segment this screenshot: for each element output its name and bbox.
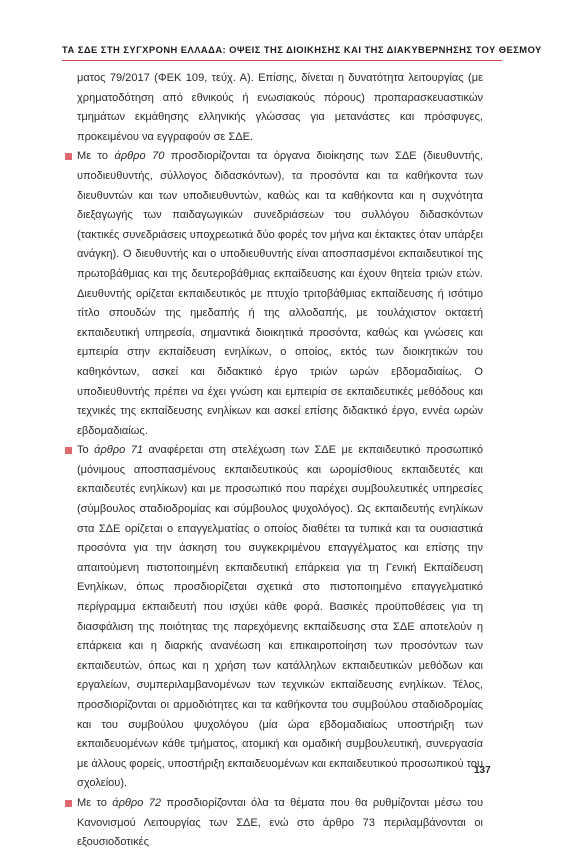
- header-rule: [62, 60, 502, 61]
- bullet-square-icon: [65, 153, 72, 160]
- page-body: [65, 69, 483, 853]
- item-prefix: Με το: [77, 796, 113, 809]
- item-prefix: Με το: [77, 150, 115, 163]
- item-text: προσδιορίζονται τα όργανα διοίκησης των ΣΔΕ (διευθυντής, υποδιευθυντής, σύλλογος διδασκόντων), τα προσόντα και τα καθήκοντα των διευθυντών και των υποδιευθυντών, καθώς και τα καθήκοντα και η συχνότητα διεξαγωγής των παιδαγωγικών συνεδριάσεων του συλλόγου διδασκόντων (τακτικές συνεδριάσεις υποχρεωτικά δύο φορές τον μήνα και έκτακτες όταν υπάρξει ανάγκη). Ο διευθυντής και ο υποδιευθυντής είναι αποσπασμένοι εκπαιδευτικοί της πρωτοβάθμιας και της δευτεροβάθμιας εκπαίδευσης και έχουν θητεία τριών ετών. Διευθυντής ορίζεται εκπαιδευτικός με πτυχίο τριτοβάθμιας εκπαίδευσης ή ισότιμο τίτλο σπουδών της ημεδαπής ή της αλλοδαπής, με τουλάχιστον οκταετή εκπαιδευτική υπηρεσία, σημαντικά διοικητικά προσόντα, καθώς και γνώσεις και εμπειρία στην εκπαίδευση ενηλίκων, ο οποίος, εκτός των διοικητικών του καθηκόντων, ασκεί και διδακτικό έργο τριών ωρών εβδομαδιαίως. Ο υποδιευθυντής πρέπει να έχει γνώση και εμπειρία σε εκπαιδευτικές μεθόδους και τεχνικές της εκπαίδευσης ενηλίκων και ασκεί επίσης διδακτικό έργο, εννέα ωρών εβδομαδιαίως.: [77, 150, 484, 437]
- list-item: [65, 441, 483, 794]
- intro-paragraph: ματος 79/2017 (ΦΕΚ 109, τεύχ. Α). Επίσης, δίνεται η δυνατότητα λειτουργίας (με χρηματοδότηση από εθνικούς ή ενωσιακούς πόρους) προπαρασκευαστικών τμημάτων εκμάθησης ελληνικής γλώσσας για μετανάστες και πρόσφυγες, προκειμένου να εγγραφούν σε ΣΔΕ.: [77, 72, 483, 143]
- article-reference: άρθρο 72: [112, 796, 162, 809]
- article-reference: άρθρο 70: [114, 150, 165, 163]
- bullet-square-icon: [65, 447, 72, 454]
- item-prefix: Το: [77, 444, 95, 457]
- item-text: αναφέρεται στη στελέχωση των ΣΔΕ με εκπαιδευτικό προσωπικό (μόνιμους αποσπασμένους εκπαιδευτικούς και ωρομίσθιους εκπαιδευτές και εκπαιδευτές ενηλίκων) και με προσωπικό που παρέχει συμβουλευτικές υπηρεσίες (σύμβουλος σταδιοδρομίας και σύμβουλος ψυχολόγος). Ως εκπαιδευτής ενηλίκων στα ΣΔΕ ορίζεται ο επαγγελματίας ο οποίος διαθέτει τα τυπικά και τα ουσιαστικά προσόντα για την άσκηση του συγκεκριμένου επαγγέλματος και επίσης την απαιτούμενη πιστοποιημένη εκπαιδευτική επάρκεια για τη Γενική Εκπαίδευση Ενηλίκων, όπως προσδιορίζεται σχετικά στο πιστοποιημένο επαγγελματικό περίγραμμα εκπαιδευτή που ισχύει κάθε φορά. Βασικές προϋποθέσεις για τη διασφάλιση της ποιότητας της παρεχόμενης εκπαίδευσης στα ΣΔΕ αποτελούν η επάρκεια και η διαρκής ανανέωση και επικαιροποίηση των προσόντων των εκπαιδευτών, όπως και η χρήση των κατάλληλων εκπαιδευτικών μεθόδων και εργαλείων, συμπεριλαμβανομένων των τεχνικών εκπαίδευσης ενηλίκων. Τέλος, προσδιορίζονται οι αρμοδιότητες και τα καθήκοντα του συμβούλου σταδιοδρομίας και του συμβούλου ψυχολόγου (μία ώρα εβδομαδιαίως υποστήριξη των εκπαιδευομένων κάθε τμήματος, ατομική και ομαδική συμβουλευτική, συνεργασία με άλλους φορείς, υποστήριξη εκπαιδευομένων και εκπαιδευτικού προσωπικού του σχολείου).: [77, 444, 483, 790]
- article-reference: άρθρο 71: [94, 444, 144, 457]
- list-item: [65, 147, 483, 441]
- page-number: 137: [474, 765, 491, 776]
- list-item: [65, 794, 483, 853]
- item-text: προσδιορίζονται όλα τα θέματα που θα ρυθμίζονται μέσω του Κανονισμού Λειτουργίας των ΣΔΕ, ενώ στο άρθρο 73 περιλαμβάνονται οι εξουσιοδοτικές: [77, 796, 483, 849]
- bullet-square-icon: [65, 800, 72, 807]
- running-title: ΤΑ ΣΔΕ ΣΤΗ ΣΥΓΧΡΟΝΗ ΕΛΛΑΔΑ: ΟΨΕΙΣ ΤΗΣ ΔΙΟΙΚΗΣΗΣ ΚΑΙ ΤΗΣ ΔΙΑΚΥΒΕΡΝΗΣΗΣ ΤΟΥ ΘΕΣΜΟΥ: [62, 44, 542, 55]
